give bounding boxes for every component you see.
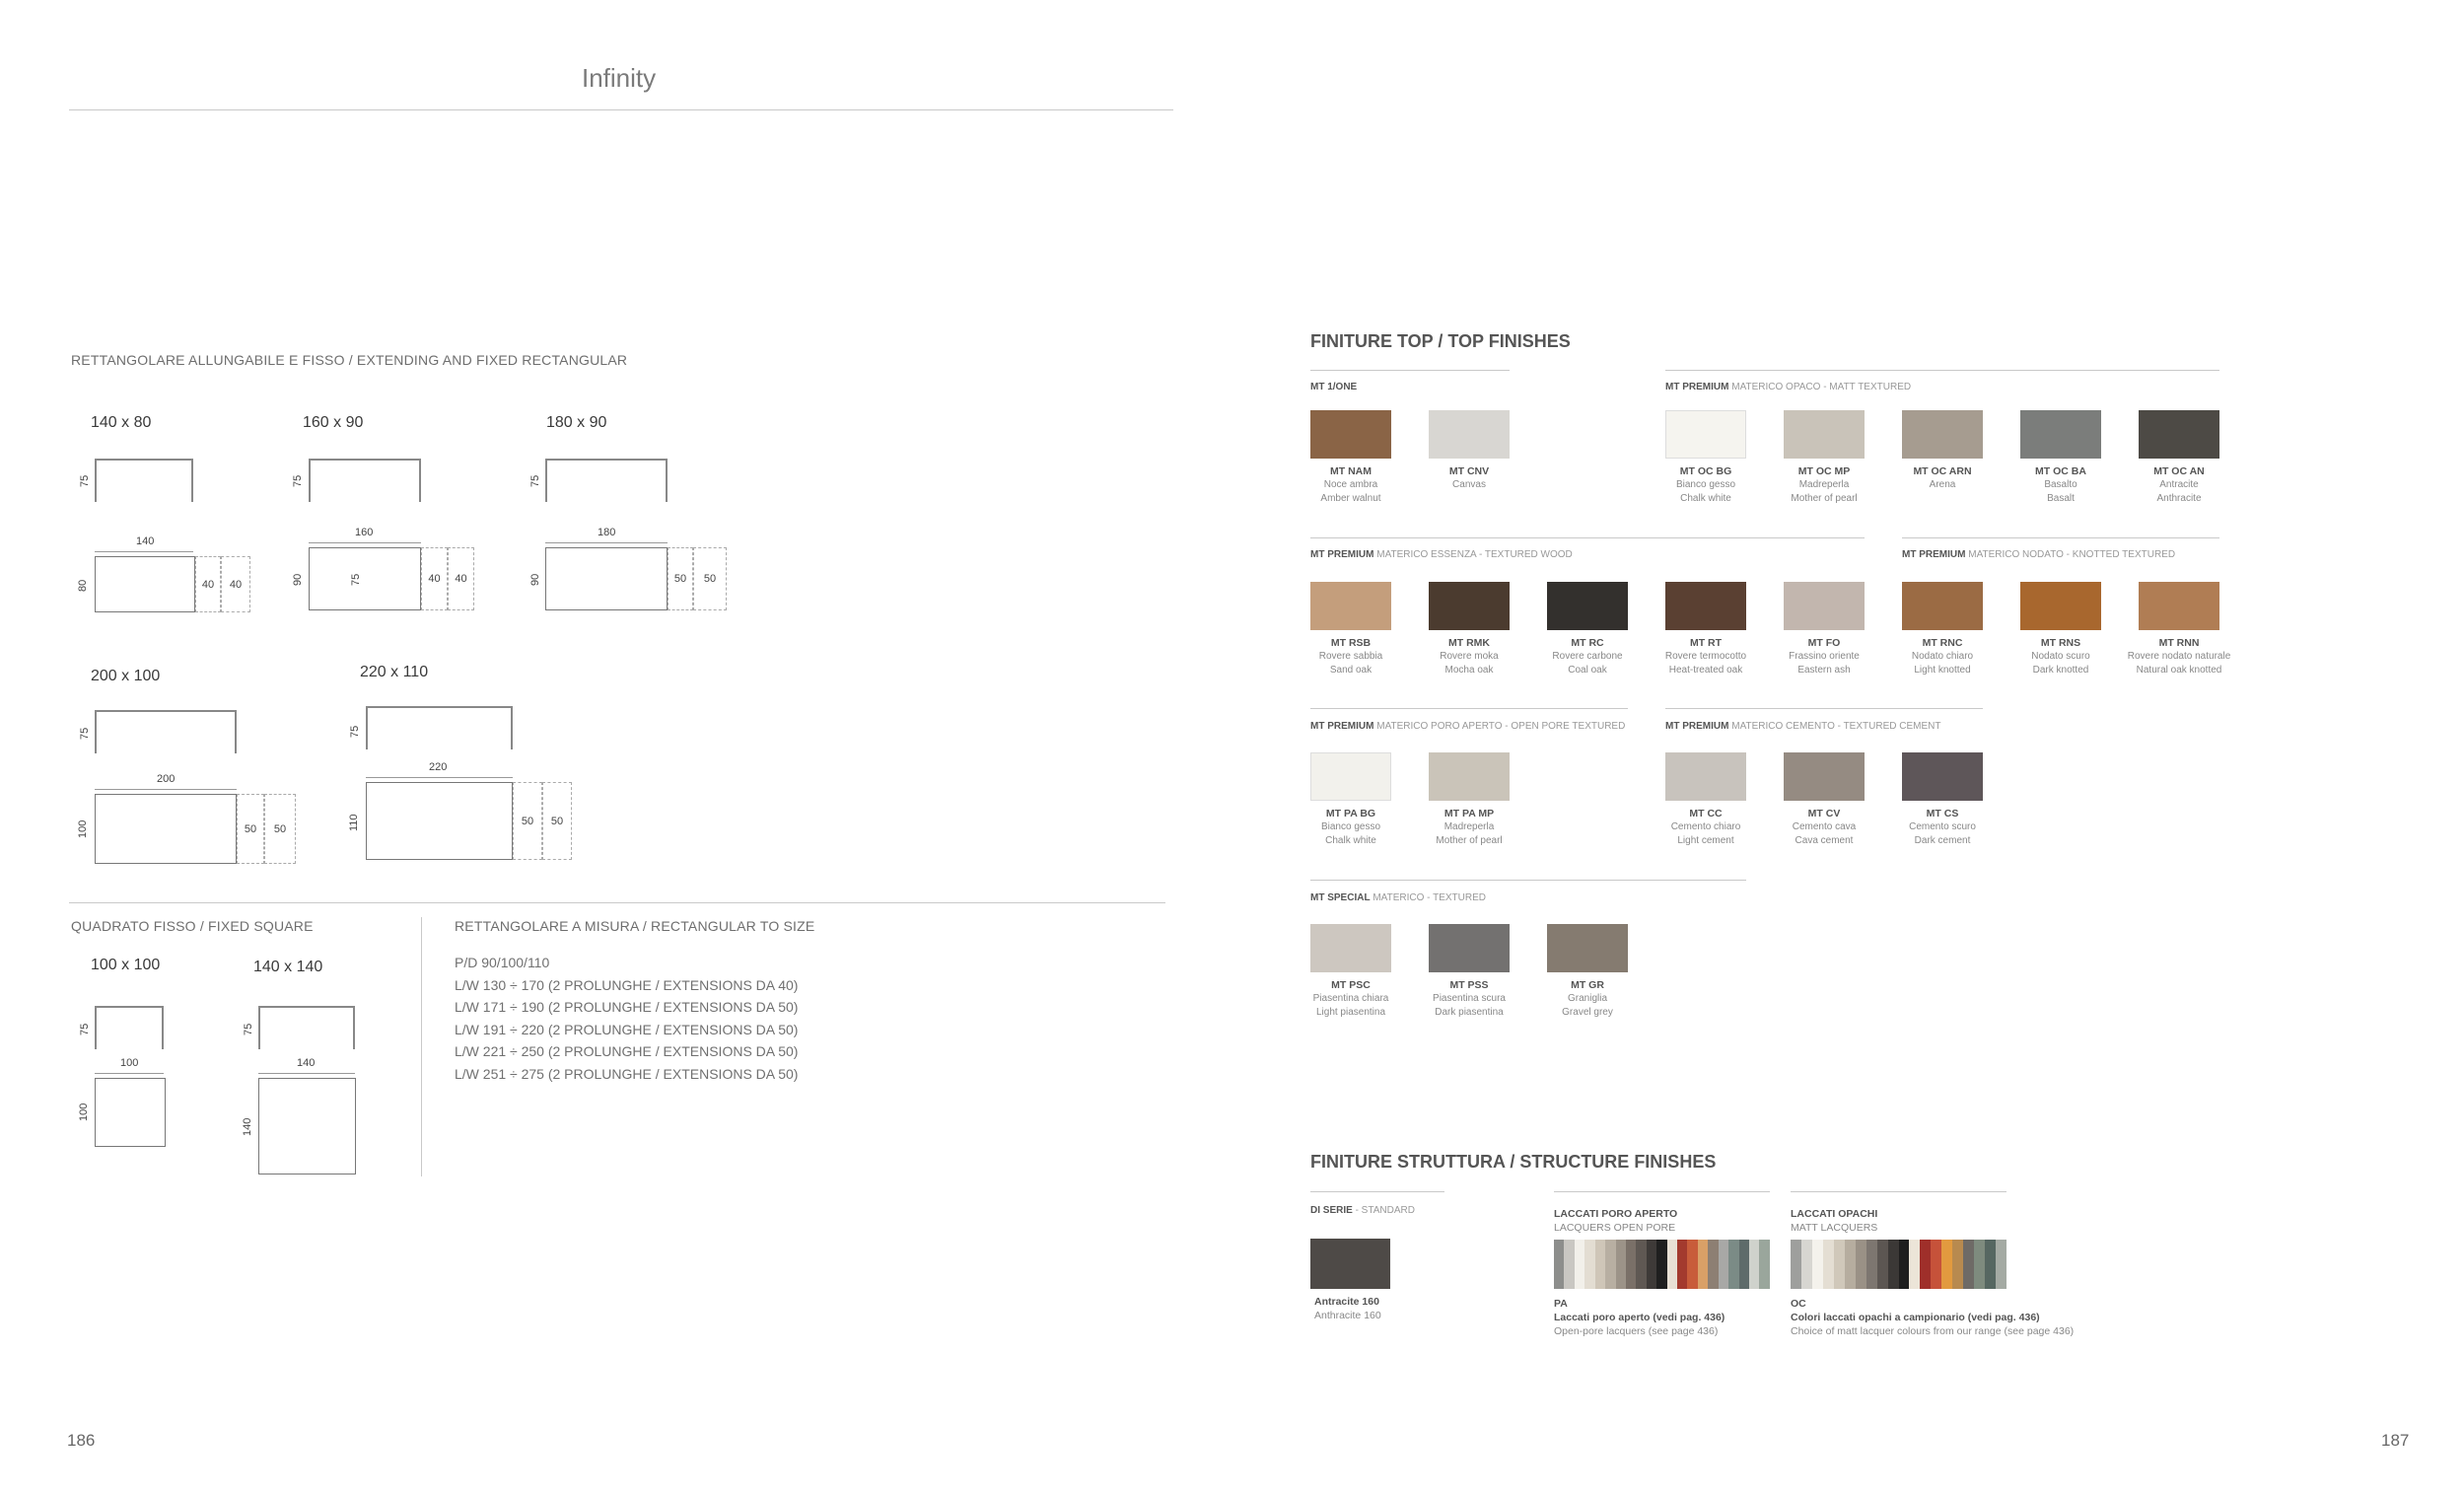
finish-swatch (2020, 582, 2101, 630)
finish-code: MT RNN (2158, 637, 2200, 649)
table-plan (309, 547, 421, 610)
depth-label: 100 (77, 819, 89, 838)
finish-code: MT PA MP (1443, 808, 1495, 819)
height-label: 75 (79, 1023, 91, 1035)
extension-leaf: 50 (693, 547, 727, 610)
lacquer-color-chip (1554, 1240, 1564, 1289)
table-title: 160 x 90 (303, 414, 364, 431)
height-label: 75 (79, 727, 91, 740)
length-line (95, 1073, 164, 1074)
group-line (1665, 708, 1983, 709)
table-plan (366, 782, 513, 860)
finish-name: Arena (1929, 479, 1956, 490)
lacquer-color-chip (1575, 1240, 1584, 1289)
lacquer-color-chip (1698, 1240, 1708, 1289)
height-label: 75 (529, 474, 541, 487)
finish-swatch (1310, 924, 1391, 972)
section-divider (69, 902, 1165, 903)
standard-caption: Antracite 160 Anthracite 160 (1314, 1296, 1381, 1321)
lacquer-color-chip (1626, 1240, 1636, 1289)
extension-leaf: 50 (237, 794, 264, 864)
extension-leaf: 50 (668, 547, 693, 610)
lacquer-color-chip (1595, 1240, 1605, 1289)
inner-depth-label: 75 (350, 573, 362, 586)
finish-swatch (1547, 582, 1628, 630)
extension-leaf: 50 (513, 782, 542, 860)
finish-code: MT CV (1807, 808, 1841, 819)
spec-line: P/D 90/100/110 (455, 955, 550, 970)
table-side-view (545, 459, 668, 502)
top-finishes-title: FINITURE TOP / TOP FINISHES (1310, 331, 1571, 351)
section-rectangular-heading: RETTANGOLARE ALLUNGABILE E FISSO / EXTENDING AND FIXED RECTANGULAR (71, 352, 628, 368)
oc-heading: LACCATI OPACHI MATT LACQUERS (1791, 1208, 1878, 1234)
lacquer-color-chip (1909, 1240, 1920, 1289)
group-line (1902, 537, 2219, 538)
table-plan (95, 556, 195, 612)
lacquer-color-chip (1791, 1240, 1801, 1289)
spec-line: L/W 171 ÷ 190 (2 PROLUNGHE / EXTENSIONS DA 50) (455, 999, 799, 1015)
group-heading: MT SPECIAL MATERICO - TEXTURED (1310, 892, 1486, 903)
table-plan (95, 794, 237, 864)
finish-swatch (1665, 582, 1746, 630)
lacquer-color-chip (1845, 1240, 1856, 1289)
spec-line: L/W 251 ÷ 275 (2 PROLUNGHE / EXTENSIONS DA 50) (455, 1065, 799, 1082)
to-size-specs (455, 952, 798, 1085)
finish-code: MT CS (1926, 808, 1959, 819)
depth-label: 90 (292, 573, 304, 586)
length-label: 160 (355, 527, 374, 538)
group-heading: MT 1/ONE (1310, 382, 1358, 392)
finish-name: Rovere termocotto Heat-treated oak (1664, 651, 1747, 676)
length-label: 100 (120, 1057, 139, 1069)
table-side-view (95, 459, 193, 502)
finish-name: Canvas (1452, 479, 1486, 490)
table-side-view (258, 1006, 355, 1049)
finish-swatch (1429, 582, 1510, 630)
group-heading: MT PREMIUM MATERICO PORO APERTO - OPEN PORE TEXTURED (1310, 721, 1626, 732)
finish-name: Madreperla Mother of pearl (1436, 821, 1503, 846)
finish-swatch (1310, 410, 1391, 459)
page-title: Infinity (582, 63, 657, 93)
length-label: 180 (598, 527, 616, 538)
finish-name: Frassino oriente Eastern ash (1789, 651, 1860, 676)
lacquer-color-chip (1941, 1240, 1952, 1289)
pa-color-strip (1554, 1240, 1770, 1289)
lacquer-color-chip (1823, 1240, 1834, 1289)
finish-swatch (1902, 752, 1983, 801)
group-line (1310, 880, 1746, 881)
lacquer-color-chip (1801, 1240, 1812, 1289)
finish-code: MT RMK (1448, 637, 1490, 649)
lacquer-color-chip (1728, 1240, 1738, 1289)
length-label: 220 (429, 761, 448, 773)
finish-swatch (1784, 582, 1865, 630)
group-heading: DI SERIE - STANDARD (1310, 1205, 1415, 1216)
lacquer-color-chip (1584, 1240, 1594, 1289)
finish-swatch (1902, 582, 1983, 630)
finish-name: Rovere moka Mocha oak (1440, 651, 1499, 676)
finish-swatch (1429, 752, 1510, 801)
table-title: 140 x 80 (91, 414, 152, 431)
finish-name: Nodato scuro Dark knotted (2031, 651, 2090, 676)
lacquer-color-chip (1877, 1240, 1888, 1289)
finish-code: MT CNV (1448, 465, 1490, 477)
group-line (1310, 1191, 1444, 1192)
extension-leaf: 40 (195, 556, 221, 612)
group-line (1665, 370, 2219, 371)
title-divider (69, 109, 1173, 110)
lacquer-color-chip (1636, 1240, 1646, 1289)
page-number-right: 187 (2381, 1431, 2410, 1450)
lacquer-color-chip (1719, 1240, 1728, 1289)
table-title: 200 x 100 (91, 668, 161, 684)
finish-code: MT OC AN (2153, 465, 2205, 477)
finish-swatch (1665, 752, 1746, 801)
finish-swatch (2139, 582, 2219, 630)
finish-swatch (1310, 752, 1391, 801)
group-heading: MT PREMIUM MATERICO OPACO - MATT TEXTURED (1665, 382, 1912, 392)
finish-swatch (2020, 410, 2101, 459)
lacquer-color-chip (1605, 1240, 1615, 1289)
finish-code: MT OC ARN (1913, 465, 1972, 477)
lacquer-color-chip (1616, 1240, 1626, 1289)
depth-label: 80 (77, 579, 89, 592)
table-title: 220 x 110 (360, 664, 429, 680)
structure-finishes-title: FINITURE STRUTTURA / STRUCTURE FINISHES (1310, 1152, 1717, 1172)
group-heading: MT PREMIUM MATERICO CEMENTO - TEXTURED CEMENT (1665, 721, 1941, 732)
section-to-size-heading: RETTANGOLARE A MISURA / RECTANGULAR TO SIZE (455, 918, 815, 934)
table-side-view (366, 706, 513, 749)
standard-swatch (1310, 1239, 1390, 1289)
extension-leaf: 40 (421, 547, 448, 610)
finish-code: MT RT (1689, 637, 1723, 649)
lacquer-color-chip (1974, 1240, 1985, 1289)
finish-name: Bianco gesso Chalk white (1675, 479, 1736, 504)
depth-label: 100 (78, 1103, 90, 1121)
extension-leaf: 40 (448, 547, 474, 610)
finish-swatch (1429, 410, 1510, 459)
length-label: 140 (297, 1057, 316, 1069)
lacquer-color-chip (1656, 1240, 1666, 1289)
height-label: 75 (349, 725, 361, 738)
finish-name: Rovere carbone Coal oak (1552, 651, 1623, 676)
spec-line: L/W 130 ÷ 170 (2 PROLUNGHE / EXTENSIONS DA 40) (455, 976, 799, 993)
finish-code: MT RNC (1922, 637, 1963, 649)
finish-name: Piasentina chiara Light piasentina (1312, 993, 1389, 1018)
lacquer-color-chip (1564, 1240, 1574, 1289)
lacquer-color-chip (1931, 1240, 1941, 1289)
finish-name: Madreperla Mother of pearl (1791, 479, 1858, 504)
pa-heading: LACCATI PORO APERTO LACQUERS OPEN PORE (1554, 1208, 1678, 1234)
length-label: 140 (136, 535, 155, 547)
finish-swatch (1547, 924, 1628, 972)
group-heading: MT PREMIUM MATERICO NODATO - KNOTTED TEXTURED (1902, 549, 2176, 560)
finish-name: Noce ambra Amber walnut (1320, 479, 1381, 504)
finish-code: MT RSB (1330, 637, 1372, 649)
finish-name: Cemento chiaro Light cement (1670, 821, 1741, 846)
lacquer-color-chip (1749, 1240, 1759, 1289)
finish-name: Cemento scuro Dark cement (1909, 821, 1976, 846)
table-side-view (95, 1006, 164, 1049)
oc-caption: OC Colori laccati opachi a campionario (vedi pag. 436) Choice of matt lacquer colours from our range (see page 436) (1791, 1298, 2075, 1337)
spec-line: L/W 221 ÷ 250 (2 PROLUNGHE / EXTENSIONS DA 50) (455, 1043, 799, 1059)
table-plan (95, 1078, 166, 1147)
height-label: 75 (79, 474, 91, 487)
lacquer-color-chip (1899, 1240, 1910, 1289)
finish-name: Bianco gesso Chalk white (1320, 821, 1381, 846)
lacquer-color-chip (1687, 1240, 1697, 1289)
finish-name: Basalto Basalt (2044, 479, 2077, 504)
group-line (1310, 537, 1865, 538)
pa-caption: PA Laccati poro aperto (vedi pag. 436) Open-pore lacquers (see page 436) (1554, 1298, 1725, 1337)
length-line (545, 542, 668, 543)
group-line (1310, 708, 1628, 709)
lacquer-color-chip (1952, 1240, 1963, 1289)
finish-name: Graniglia Gravel grey (1562, 993, 1613, 1018)
table-title: 180 x 90 (546, 414, 607, 431)
lacquer-color-chip (1920, 1240, 1931, 1289)
height-label: 75 (292, 474, 304, 487)
spec-line: L/W 191 ÷ 220 (2 PROLUNGHE / EXTENSIONS DA 50) (455, 1021, 799, 1037)
oc-color-strip (1791, 1240, 2006, 1289)
finish-name: Rovere nodato naturale Natural oak knotted (2127, 651, 2231, 676)
length-line (366, 777, 513, 778)
depth-label: 90 (529, 573, 541, 586)
lacquer-color-chip (1647, 1240, 1656, 1289)
length-line (309, 542, 421, 543)
lacquer-color-chip (1667, 1240, 1677, 1289)
lacquer-color-chip (1985, 1240, 1996, 1289)
length-line (258, 1073, 355, 1074)
lacquer-color-chip (1759, 1240, 1769, 1289)
finish-name: Piasentina scura Dark piasentina (1433, 993, 1506, 1018)
lacquer-color-chip (1677, 1240, 1687, 1289)
lacquer-color-chip (1708, 1240, 1718, 1289)
finish-swatch (2139, 410, 2219, 459)
lacquer-color-chip (1834, 1240, 1845, 1289)
group-line (1310, 370, 1510, 371)
finish-code: MT PSC (1331, 979, 1371, 991)
lacquer-color-chip (1856, 1240, 1866, 1289)
lacquer-color-chip (1996, 1240, 2006, 1289)
lacquer-color-chip (1866, 1240, 1877, 1289)
finish-name: Nodato chiaro Light knotted (1911, 651, 1974, 676)
column-divider (421, 917, 422, 1176)
finish-code: MT PSS (1449, 979, 1489, 991)
finish-swatch (1665, 410, 1746, 459)
finish-code: MT PA BG (1325, 808, 1376, 819)
finish-code: MT NAM (1330, 465, 1372, 477)
finish-code: MT GR (1571, 979, 1604, 991)
finish-code: MT RC (1571, 637, 1604, 649)
table-side-view (95, 710, 237, 753)
table-plan (258, 1078, 356, 1175)
table-title: 100 x 100 (91, 957, 161, 973)
table-title: 140 x 140 (253, 959, 323, 975)
finish-code: MT RNS (2040, 637, 2081, 649)
finish-name: Cemento cava Cava cement (1792, 821, 1857, 846)
finish-code: MT OC BA (2035, 465, 2086, 477)
lacquer-color-chip (1812, 1240, 1823, 1289)
extension-leaf: 50 (264, 794, 296, 864)
page-number-left: 186 (67, 1431, 96, 1450)
finish-name: Antracite Anthracite (2156, 479, 2202, 504)
depth-label: 140 (242, 1117, 253, 1136)
finish-swatch (1784, 410, 1865, 459)
extension-leaf: 50 (542, 782, 572, 860)
section-square-heading: QUADRATO FISSO / FIXED SQUARE (71, 918, 314, 934)
lacquer-color-chip (1739, 1240, 1749, 1289)
lacquer-color-chip (1888, 1240, 1899, 1289)
finish-code: MT OC BG (1679, 465, 1732, 477)
finish-name: Rovere sabbia Sand oak (1318, 651, 1383, 676)
finish-code: MT FO (1807, 637, 1841, 649)
group-line (1791, 1191, 2006, 1192)
finish-code: MT OC MP (1797, 465, 1851, 477)
extension-leaf: 40 (221, 556, 250, 612)
length-label: 200 (157, 773, 176, 785)
finish-swatch (1310, 582, 1391, 630)
group-heading: MT PREMIUM MATERICO ESSENZA - TEXTURED WOOD (1310, 549, 1573, 560)
length-line (95, 551, 193, 552)
finish-swatch (1902, 410, 1983, 459)
finish-swatch (1784, 752, 1865, 801)
finish-code: MT CC (1689, 808, 1723, 819)
table-plan (545, 547, 668, 610)
group-line (1554, 1191, 1770, 1192)
height-label: 75 (243, 1023, 254, 1035)
depth-label: 110 (348, 814, 360, 831)
lacquer-color-chip (1963, 1240, 1974, 1289)
length-line (95, 789, 237, 790)
finish-swatch (1429, 924, 1510, 972)
table-side-view (309, 459, 421, 502)
